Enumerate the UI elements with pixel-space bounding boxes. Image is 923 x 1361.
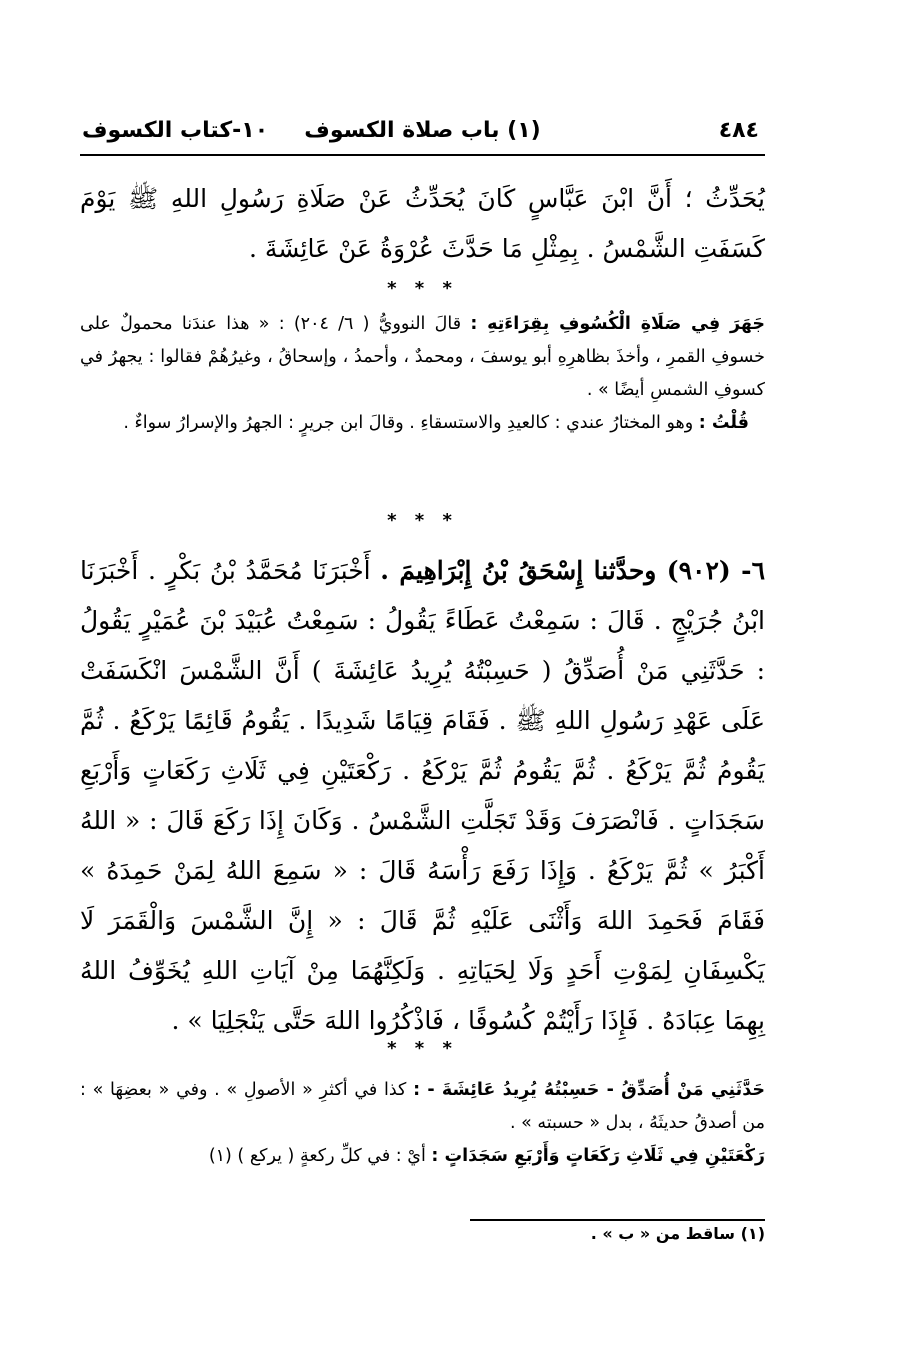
running-header: [80, 110, 765, 156]
commentary-paragraph: [80, 1074, 765, 1140]
commentary-text: كذا في أكثرِ « الأصولِ » . وفي « بعضِهَا » : من أصدقُ حديثَهُ ، بدل « حسبته » .: [80, 1080, 765, 1133]
commentary-lead: قُلْتُ :: [698, 413, 749, 433]
chapter-title: (١) باب صلاة الكسوف: [304, 118, 541, 143]
section-separator: * * *: [387, 278, 458, 299]
hadith-text: يُحَدِّثُ ؛ أَنَّ ابْنَ عَبَّاسٍ كَانَ يُحَدِّثُ عَنْ صَلَاةِ رَسُولِ اللهِ ﷺ يَوْمَ كَسَفَتِ الشَّمْسُ . بِمِثْلِ مَا حَدَّثَ عُرْوَةُ عَنْ عَائِشَةَ .: [80, 184, 765, 263]
hadith-902: [80, 546, 765, 1046]
commentary-paragraph: [80, 407, 765, 440]
commentary-block-1: [80, 308, 765, 440]
commentary-text: وهو المختارُ عندي : كالعيدِ والاستسقاءِ . وقالَ ابن جريرٍ : الجهرُ والإسرارُ سواءٌ .: [123, 413, 694, 433]
footnote-rule: [470, 1219, 765, 1221]
footnote: (١) ساقط من « ب » .: [590, 1224, 765, 1243]
commentary-lead: رَكْعَتَيْنِ فِي ثَلَاثِ رَكَعَاتٍ وَأَرْبَعِ سَجَدَاتٍ :: [431, 1146, 765, 1166]
commentary-text: أيْ : في كلِّ ركعةٍ ( يركع ) (١): [208, 1146, 426, 1166]
book-page: [80, 110, 765, 1310]
commentary-lead: جَهَرَ فِي صَلَاةِ الْكُسُوفِ بِقِرَاءَتِهِ :: [470, 314, 766, 334]
commentary-paragraph: [80, 1140, 765, 1173]
hadith-text: أَخْبَرَنَا مُحَمَّدُ بْنُ بَكْرٍ . أَخْبَرَنَا ابْنُ جُرَيْجٍ . قَالَ : سَمِعْتُ عَطَاءً يَقُولُ : سَمِعْتُ عُبَيْدَ بْنَ عُمَيْرٍ يَقُولُ : حَدَّثَنِي مَنْ أُصَدِّقُ ( حَسِبْتُهُ يُرِيدُ عَائِشَةَ ) أَنَّ الشَّمْسَ انْكَسَفَتْ عَلَى عَهْدِ رَسُولِ اللهِ ﷺ . فَقَامَ قِيَامًا شَدِيدًا . يَقُومُ قَائِمًا يَرْكَعُ . ثُمَّ يَقُومُ ثُمَّ يَرْكَعُ . ثُمَّ يَقُومُ ثُمَّ يَرْكَعُ . رَكْعَتَيْنِ فِي ثَلَاثِ رَكَعَاتٍ وَأَرْبَعِ سَجَدَاتٍ . فَانْصَرَفَ وَقَدْ تَجَلَّتِ الشَّمْسُ . وَكَانَ إِذَا رَكَعَ قَالَ : « اللهُ أَكْبَرُ » ثُمَّ يَرْكَعُ . وَإِذَا رَفَعَ رَأْسَهُ قَالَ : « سَمِعَ اللهُ لِمَنْ حَمِدَهُ » فَقَامَ فَحَمِدَ اللهَ وَأَثْنَى عَلَيْهِ ثُمَّ قَالَ : « إِنَّ الشَّمْسَ وَالْقَمَرَ لَا يَكْسِفَانِ لِمَوْتِ أَحَدٍ وَلَا لِحَيَاتِهِ . وَلَكِنَّهُمَا مِنْ آيَاتِ اللهِ يُخَوِّفُ اللهُ بِهِمَا عِبَادَهُ . فَإِذَا رَأَيْتُمْ كُسُوفًا ، فَاذْكُرُوا اللهَ حَتَّى يَنْجَلِيَا » .: [80, 556, 765, 1035]
book-title: ١٠-كتاب الكسوف: [82, 118, 269, 143]
commentary-text: قالَ النوويُّ ( ٦/ ٢٠٤) : « هذا عندَنا محمولٌ على خسوفِ القمرِ ، وأخذَ بظاهرِهِ أبو يوسفَ ، ومحمدٌ ، وأحمدُ ، وإسحاقُ ، وغيرُهُمْ فقالوا : يجهرُ في كسوفِ الشمسِ أيضًا » .: [80, 314, 765, 400]
section-separator: * * *: [387, 1038, 458, 1059]
commentary-block-2: [80, 1074, 765, 1173]
section-separator: * * *: [387, 510, 458, 531]
hadith-number-and-isnad: ٦- (٩٠٢) وحدَّثنا إِسْحَقُ بْنُ إِبْرَاهِيمَ .: [380, 556, 765, 585]
commentary-lead: حَدَّثَنِي مَنْ أُصَدِّقُ - حَسِبْتُهُ يُرِيدُ عَائِشَةَ - :: [413, 1080, 765, 1100]
commentary-paragraph: [80, 308, 765, 407]
hadith-continuation: [80, 174, 765, 274]
page-number: ٤٨٤: [718, 118, 759, 143]
